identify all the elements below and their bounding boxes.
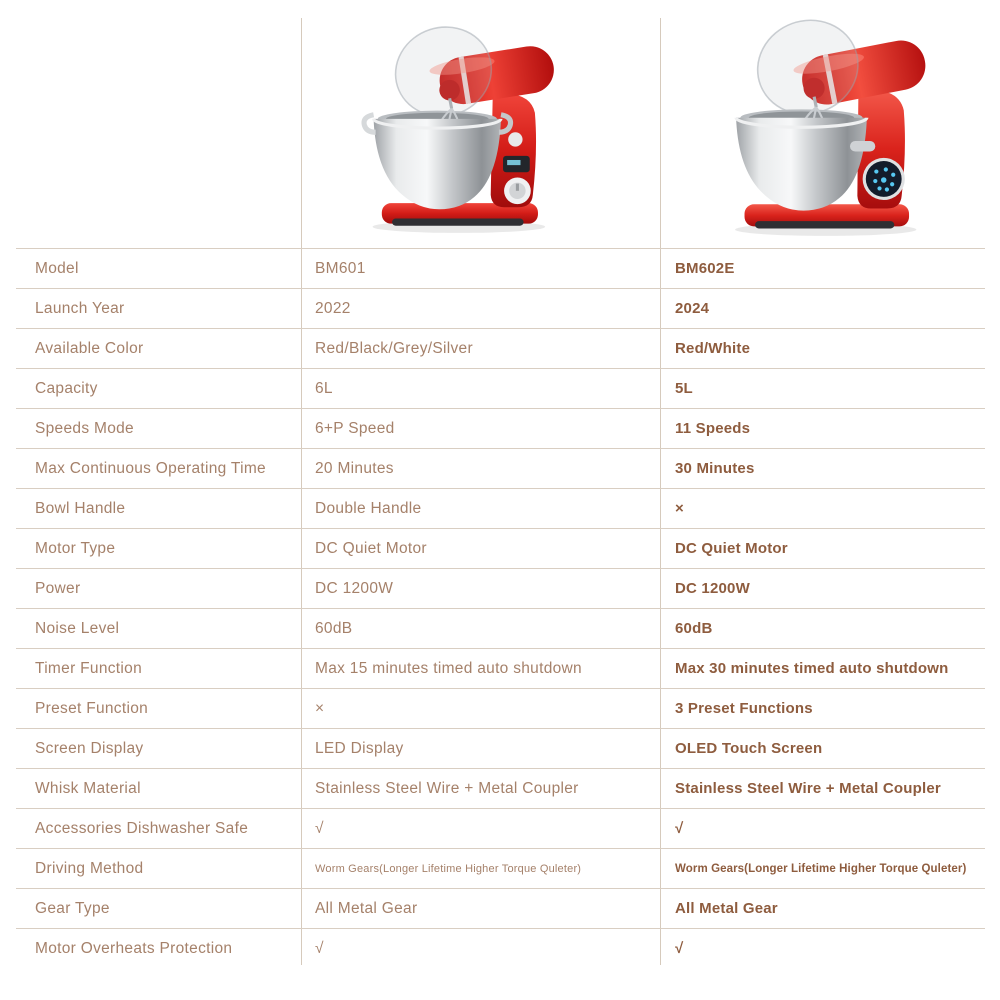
- spec-label: Speeds Mode: [35, 419, 134, 437]
- spec-label: Preset Function: [35, 699, 149, 717]
- table-row: [16, 648, 985, 688]
- spec-table: [16, 248, 985, 968]
- spec-label: Motor Overheats Protection: [35, 939, 233, 957]
- spec-label: Bowl Handle: [35, 499, 126, 517]
- spec-value-bm602e: OLED Touch Screen: [675, 740, 823, 757]
- spec-value-bm601: Double Handle: [315, 499, 422, 517]
- spec-label: Screen Display: [35, 739, 144, 757]
- table-row: [16, 768, 985, 808]
- table-row: [16, 368, 985, 408]
- spec-value-bm601: √: [315, 819, 324, 837]
- table-row: [16, 848, 985, 888]
- table-row: [16, 328, 985, 368]
- spec-value-bm601: Max 15 minutes timed auto shutdown: [315, 659, 582, 677]
- spec-value-bm601: Worm Gears(Longer Lifetime Higher Torque Quleter): [315, 862, 582, 875]
- table-row: [16, 288, 985, 328]
- spec-value-bm601: BM601: [315, 259, 366, 277]
- spec-value-bm602e: Max 30 minutes timed auto shutdown: [675, 660, 949, 677]
- spec-value-bm601: 20 Minutes: [315, 459, 394, 477]
- spec-label: Noise Level: [35, 619, 120, 637]
- spec-label: Max Continuous Operating Time: [35, 459, 266, 477]
- table-row: [16, 448, 985, 488]
- spec-label: Driving Method: [35, 859, 144, 877]
- spec-value-bm601: √: [315, 939, 324, 957]
- table-row: [16, 528, 985, 568]
- spec-value-bm602e: ×: [675, 500, 684, 517]
- table-row: [16, 408, 985, 448]
- spec-value-bm601: Red/Black/Grey/Silver: [315, 339, 473, 357]
- spec-value-bm602e: √: [675, 820, 684, 837]
- spec-label: Accessories Dishwasher Safe: [35, 819, 249, 837]
- spec-label: Model: [35, 259, 79, 277]
- spec-value-bm601: 2022: [315, 299, 351, 317]
- spec-value-bm601: All Metal Gear: [315, 899, 418, 917]
- spec-value-bm601: ×: [315, 699, 325, 717]
- table-row: [16, 808, 985, 848]
- table-row: [16, 488, 985, 528]
- spec-value-bm601: 6L: [315, 379, 333, 397]
- spec-value-bm602e: 5L: [675, 380, 693, 397]
- spec-label: Launch Year: [35, 299, 125, 317]
- spec-label: Timer Function: [35, 659, 142, 677]
- table-row: [16, 248, 985, 288]
- spec-value-bm602e: Red/White: [675, 340, 751, 357]
- table-row: [16, 688, 985, 728]
- table-row: [16, 608, 985, 648]
- product-image-bm601: [358, 10, 570, 236]
- table-row: [16, 888, 985, 928]
- spec-value-bm602e: DC 1200W: [675, 580, 750, 597]
- spec-value-bm602e: 60dB: [675, 620, 713, 637]
- table-row: [16, 568, 985, 608]
- spec-value-bm602e: √: [675, 940, 684, 957]
- spec-label: Whisk Material: [35, 779, 141, 797]
- spec-value-bm601: Stainless Steel Wire + Metal Coupler: [315, 779, 579, 797]
- spec-value-bm602e: 30 Minutes: [675, 460, 755, 477]
- spec-value-bm601: DC 1200W: [315, 579, 394, 597]
- spec-value-bm601: DC Quiet Motor: [315, 539, 427, 557]
- table-row: [16, 928, 985, 968]
- spec-value-bm602e: Worm Gears(Longer Lifetime Higher Torque Quleter): [675, 862, 967, 875]
- spec-label: Gear Type: [35, 899, 110, 917]
- product-image-bm602e: [722, 6, 940, 238]
- spec-value-bm602e: 2024: [675, 300, 710, 317]
- spec-value-bm601: 6+P Speed: [315, 419, 395, 437]
- spec-value-bm602e: BM602E: [675, 260, 735, 277]
- spec-value-bm602e: 11 Speeds: [675, 420, 751, 437]
- spec-value-bm602e: 3 Preset Functions: [675, 700, 813, 717]
- spec-value-bm602e: All Metal Gear: [675, 900, 778, 917]
- spec-value-bm602e: DC Quiet Motor: [675, 540, 788, 557]
- spec-label: Motor Type: [35, 539, 116, 557]
- spec-label: Power: [35, 579, 81, 597]
- table-row: [16, 728, 985, 768]
- spec-value-bm602e: Stainless Steel Wire + Metal Coupler: [675, 780, 941, 797]
- spec-value-bm601: LED Display: [315, 739, 404, 757]
- spec-label: Capacity: [35, 379, 98, 397]
- spec-value-bm601: 60dB: [315, 619, 353, 637]
- spec-label: Available Color: [35, 339, 144, 357]
